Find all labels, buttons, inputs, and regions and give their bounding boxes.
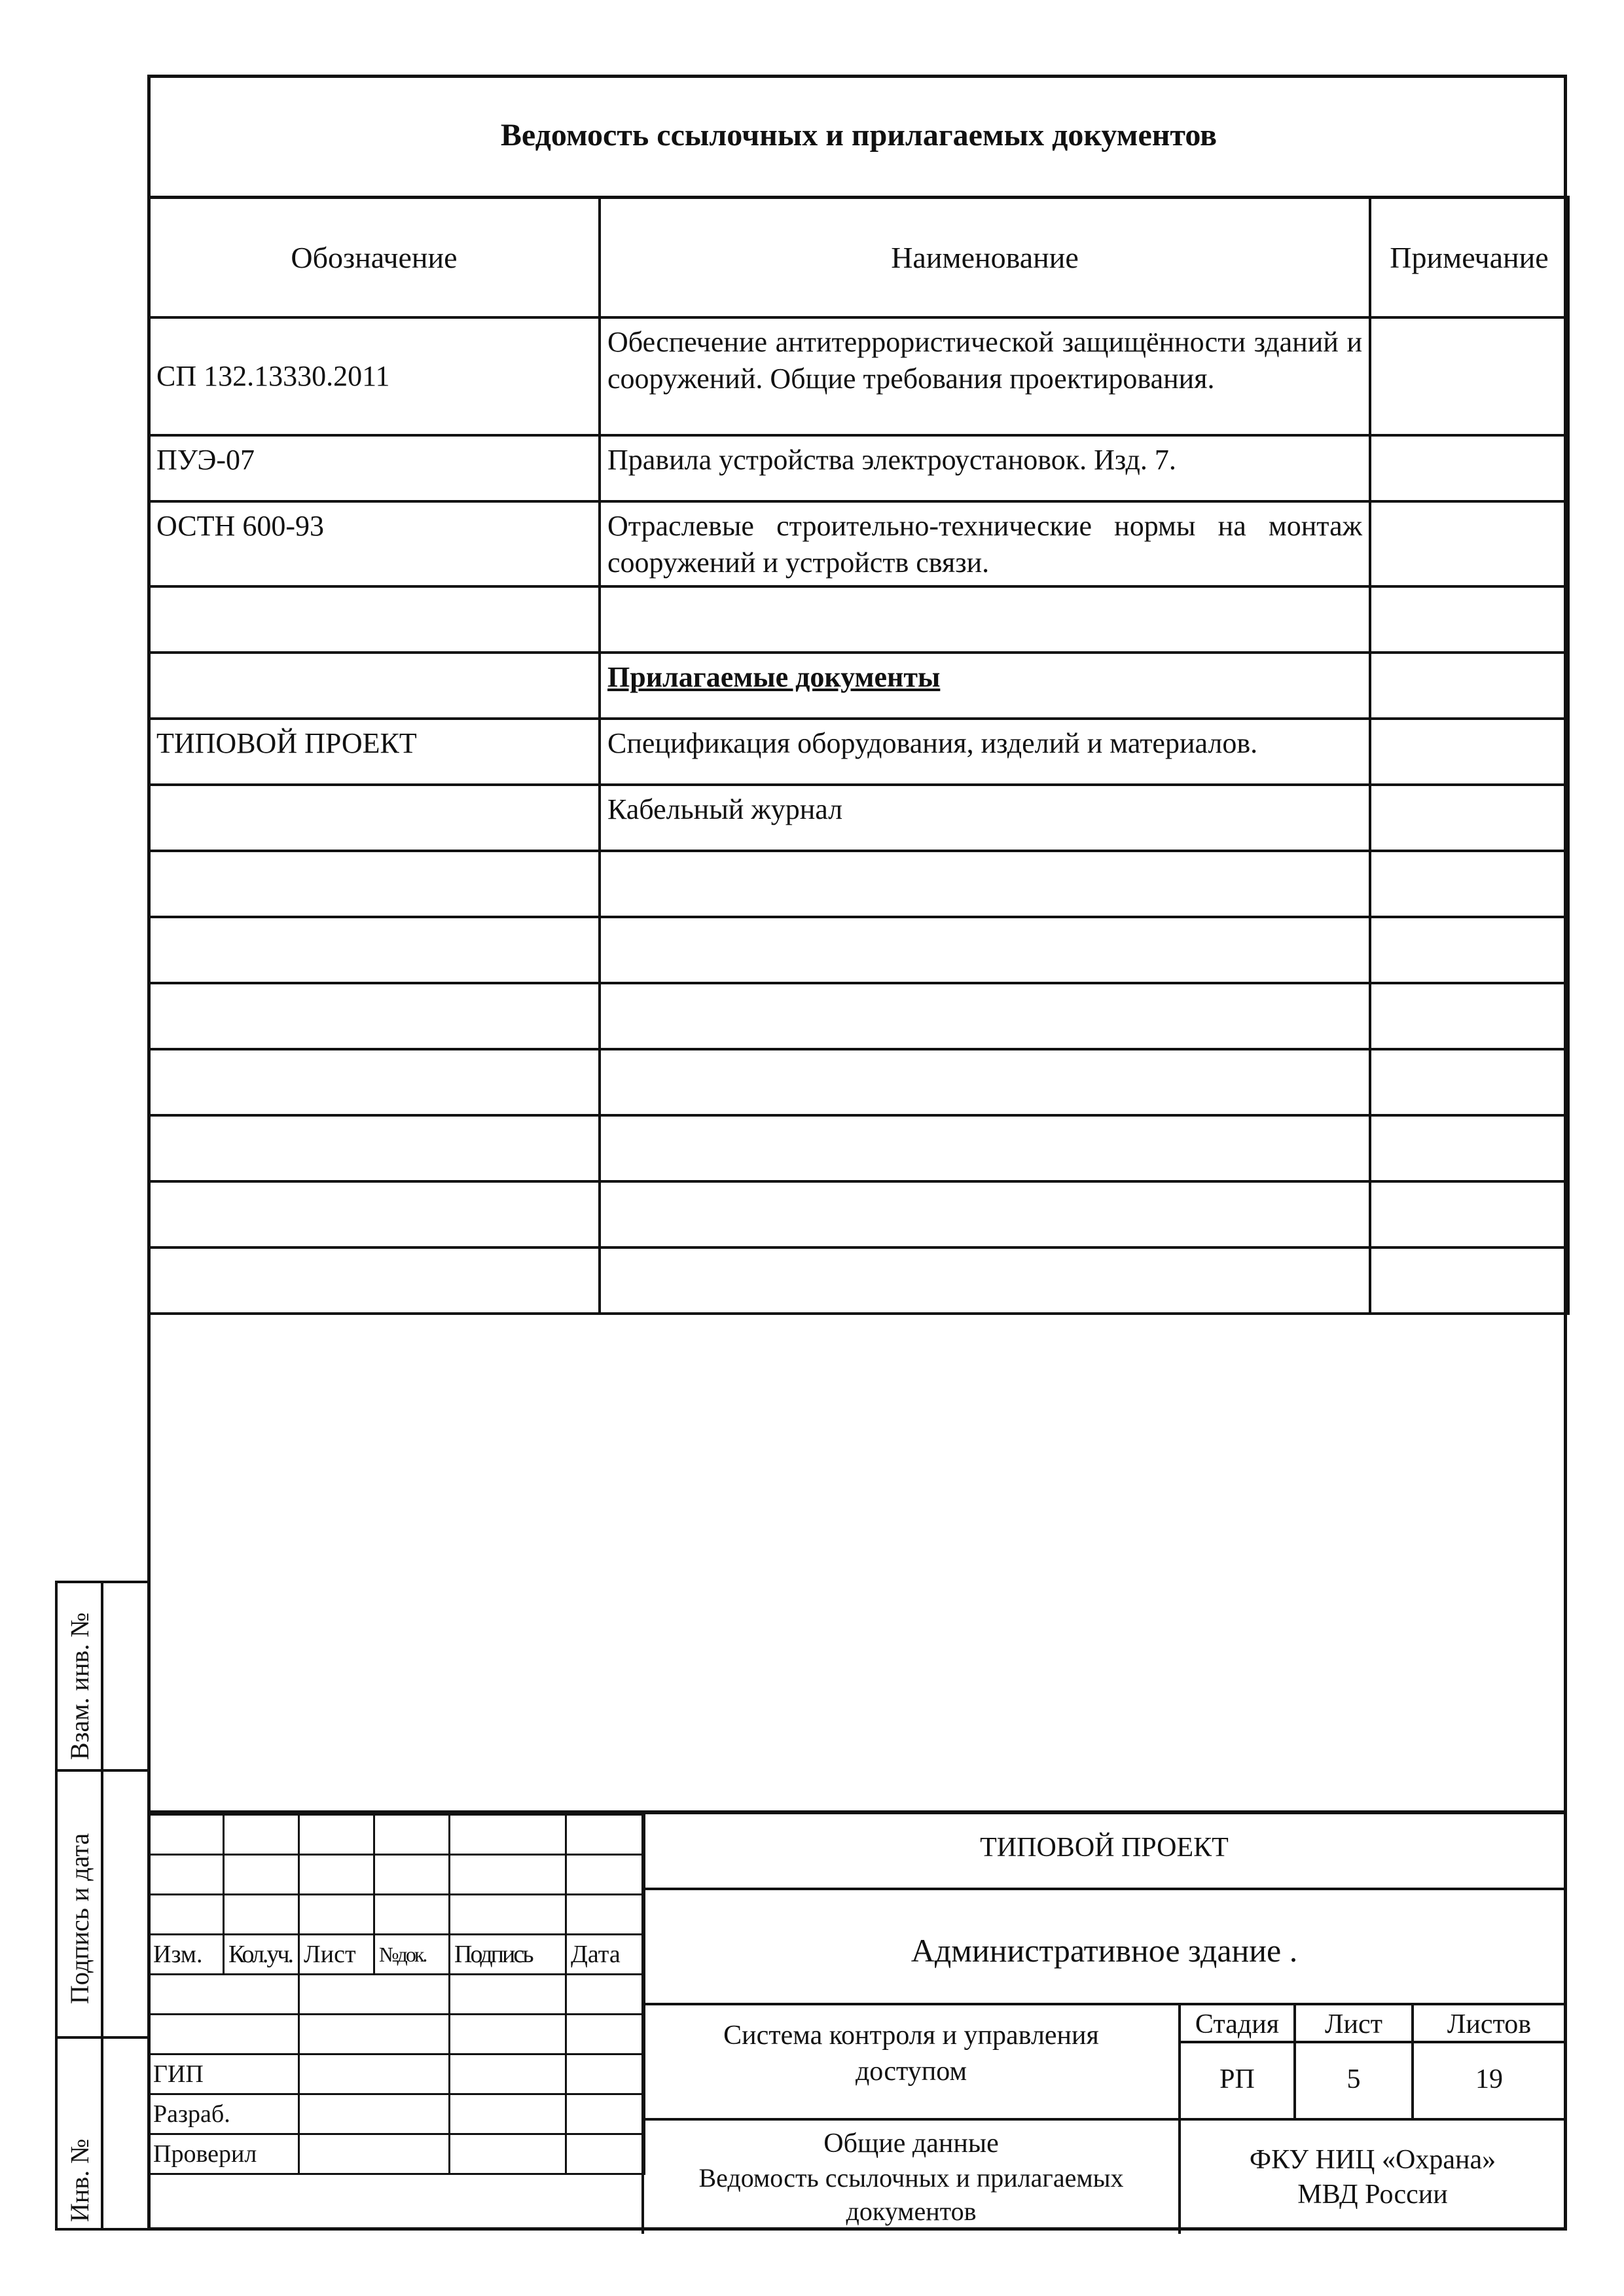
stamp-sheet-label: Лист [1325, 2009, 1382, 2039]
table-header-row [149, 198, 1568, 318]
row-note [1370, 586, 1568, 653]
col-izm: Изм. [149, 1935, 224, 1975]
row-name: Отраслевые строительно-технические нормы на монтаж сооружений и устройств связи. [600, 501, 1370, 586]
side-label-sign-date: Подпись и дата [65, 1833, 94, 2004]
col-sign: Подпись [450, 1935, 566, 1975]
row-designation [149, 653, 600, 719]
row-name [600, 586, 1370, 653]
side-box-replace-inv [55, 1581, 150, 1772]
stamp-doc-line2: Ведомость ссылочных и прилагаемых [698, 2163, 1124, 2193]
table-row [149, 586, 1568, 653]
table-row-empty [149, 1181, 1568, 1247]
row-designation [149, 586, 600, 653]
column-header-note: Примечание [1370, 198, 1568, 318]
stamp-stage-label: Стадия [1195, 2009, 1280, 2039]
table-row-empty [149, 851, 1568, 917]
stamp-sheets-label: Листов [1447, 2009, 1532, 2039]
reference-table [147, 196, 1570, 1315]
column-header-designation: Обозначение [149, 198, 600, 318]
revision-header-row [149, 1935, 645, 1975]
table-row [149, 435, 1568, 501]
role-gip: ГИП [149, 2054, 299, 2094]
stamp-building: Административное здание . [911, 1932, 1298, 1969]
col-date: Дата [566, 1935, 645, 1975]
revision-grid [147, 1814, 645, 2175]
stamp-org-line2: МВД России [1297, 2179, 1448, 2210]
side-label-inv: Инв. № [65, 2138, 94, 2222]
table-row [149, 501, 1568, 586]
stamp-system-line1: Система контроля и управления [723, 2020, 1099, 2051]
section-heading-attached [600, 653, 1370, 719]
role-checker: Проверил [149, 2134, 299, 2174]
row-name: Обеспечение антитеррористической защищённости зданий и сооружений. Общие требования проектирования. [600, 317, 1370, 435]
section-heading-text: Прилагаемые документы [607, 661, 941, 693]
row-designation: ТИПОВОЙ ПРОЕКТ [149, 719, 600, 785]
stamp-doc-line3: документов [846, 2197, 977, 2226]
stamp-org-line1: ФКУ НИЦ «Охрана» [1249, 2145, 1496, 2175]
stamp-sheet: 5 [1346, 2064, 1361, 2094]
stamp-sheets: 19 [1475, 2064, 1503, 2094]
col-kol: Кол.уч. [224, 1935, 299, 1975]
table-row [149, 719, 1568, 785]
role-row-dev [149, 2094, 645, 2134]
row-note [1370, 435, 1568, 501]
stamp-org-box [1178, 2118, 1567, 2234]
table-row [149, 785, 1568, 851]
col-list: Лист [299, 1935, 374, 1975]
page-title: Ведомость ссылочных и прилагаемых документов [500, 118, 1218, 152]
side-box-sign-date [55, 1769, 150, 2039]
stamp-doc-line1: Общие данные [823, 2128, 999, 2159]
column-header-name: Наименование [600, 198, 1370, 318]
row-note [1370, 785, 1568, 851]
title-block [147, 1810, 1567, 2234]
row-designation: СП 132.13330.2011 [149, 317, 600, 435]
table-row [149, 317, 1568, 435]
stamp-stage: РП [1219, 2064, 1255, 2094]
row-name: Кабельный журнал [600, 785, 1370, 851]
side-label-replace-inv: Взам. инв. № [65, 1612, 94, 1760]
row-note [1370, 653, 1568, 719]
stamp-project: ТИПОВОЙ ПРОЕКТ [980, 1833, 1229, 1863]
role-row-check [149, 2134, 645, 2174]
row-note [1370, 719, 1568, 785]
row-note [1370, 317, 1568, 435]
role-developer: Разраб. [149, 2094, 299, 2134]
role-row-gip [149, 2054, 645, 2094]
table-row-empty [149, 917, 1568, 983]
table-row [149, 653, 1568, 719]
table-row-empty [149, 1049, 1568, 1115]
table-row-empty [149, 1115, 1568, 1181]
col-ndoc: №док. [374, 1935, 450, 1975]
table-row-empty [149, 1247, 1568, 1314]
row-designation: ОСТН 600-93 [149, 501, 600, 586]
row-designation: ПУЭ-07 [149, 435, 600, 501]
row-name: Правила устройства электроустановок. Изд. 7. [600, 435, 1370, 501]
row-designation [149, 785, 600, 851]
row-note [1370, 501, 1568, 586]
table-row-empty [149, 983, 1568, 1049]
side-box-inv [55, 2036, 150, 2231]
stamp-system-line2: доступом [855, 2056, 967, 2087]
row-name: Спецификация оборудования, изделий и материалов. [600, 719, 1370, 785]
